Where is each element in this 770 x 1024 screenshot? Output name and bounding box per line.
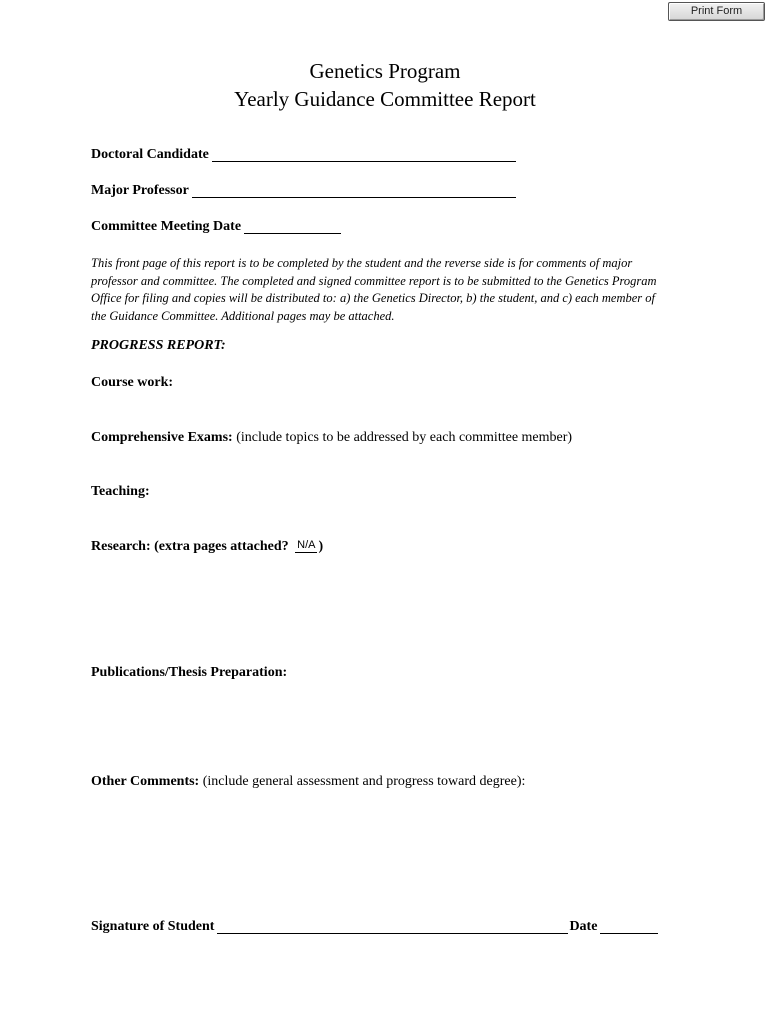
teaching-label: Teaching:	[91, 484, 150, 499]
course-work-row	[91, 374, 173, 392]
teaching-row	[91, 483, 150, 501]
research-row	[91, 538, 323, 556]
publications-label: Publications/Thesis Preparation:	[91, 665, 288, 680]
research-close-paren: )	[318, 539, 324, 554]
comprehensive-exams-note: (include topics to be addressed by each committee member)	[232, 430, 573, 445]
comprehensive-exams-row	[91, 429, 572, 447]
signature-row	[91, 918, 658, 936]
research-label: Research: (extra pages attached?	[91, 539, 293, 554]
signature-date-field[interactable]	[600, 919, 658, 934]
doctoral-candidate-row	[91, 146, 516, 164]
committee-meeting-date-row	[91, 218, 341, 236]
committee-meeting-date-label: Committee Meeting Date	[91, 219, 242, 234]
extra-pages-field[interactable]: N/A	[297, 539, 316, 551]
other-comments-row	[91, 773, 525, 791]
major-professor-row	[91, 182, 516, 200]
print-form-button[interactable]: Print Form	[668, 2, 765, 21]
date-label: Date	[569, 919, 598, 934]
page-subtitle: Yearly Guidance Committee Report	[234, 87, 536, 111]
course-work-label: Course work:	[91, 375, 174, 390]
other-comments-note: (include general assessment and progress toward degree):	[199, 774, 526, 789]
doctoral-candidate-field[interactable]	[212, 147, 516, 162]
comprehensive-exams-label: Comprehensive Exams:	[91, 430, 233, 445]
progress-report-heading: PROGRESS REPORT:	[91, 338, 226, 353]
page-title: Genetics Program	[309, 59, 461, 83]
major-professor-label: Major Professor	[91, 183, 189, 198]
committee-meeting-date-field[interactable]	[244, 219, 341, 234]
signature-label: Signature of Student	[91, 919, 215, 934]
signature-field[interactable]	[217, 919, 568, 934]
publications-row	[91, 664, 287, 682]
instructions-paragraph: This front page of this report is to be completed by the student and the reverse side is for comments of major professor and committee. The completed and signed committee report is to be submitted to the Genetics Program Office for filing and copies will be distributed to: a) the Genetics Director, b) the student, and c) each member of the Guidance Committee. Additional pages may be attached.	[91, 256, 657, 323]
other-comments-label: Other Comments:	[91, 774, 200, 789]
doctoral-candidate-label: Doctoral Candidate	[91, 147, 209, 162]
major-professor-field[interactable]	[192, 183, 516, 198]
